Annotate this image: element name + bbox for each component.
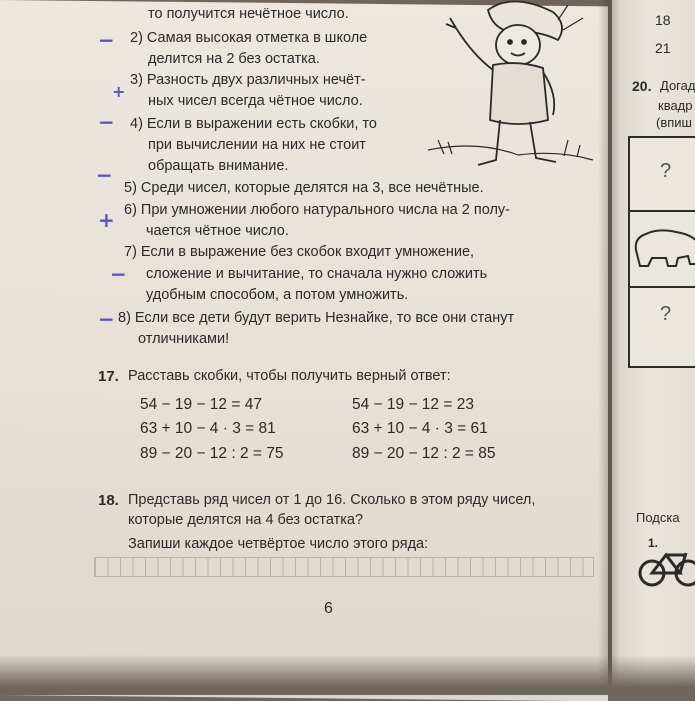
statement-7-line-1: 7) Если в выражение без скобок входит умножение,	[124, 244, 475, 260]
question-mark-1: ?	[660, 160, 672, 182]
statement-8-line-2: отличниками!	[138, 331, 230, 347]
task-20-line-3: (впиш	[656, 115, 692, 130]
task-17-left-eq-3: 89 − 20 − 12 : 2 = 75	[140, 445, 284, 462]
statement-4-line-3: обращать внимание.	[148, 158, 289, 174]
task-17-number: 17.	[98, 368, 119, 385]
statement-7-line-2: сложение и вычитание, то сначала нужно сложить	[146, 266, 488, 282]
mark-3: +	[112, 82, 126, 101]
book-gutter	[598, 0, 620, 695]
hint-label: Подска	[636, 510, 680, 525]
mark-6: +	[98, 208, 115, 232]
statement-6-line-2: чается чётное число.	[146, 223, 289, 239]
task-20-number: 20.	[632, 78, 652, 94]
task-18-line-3: Запиши каждое четвёртое число этого ряда:	[128, 536, 429, 552]
task-17-left-eq-2: 63 + 10 − 4 · 3 = 81	[140, 420, 276, 437]
boy-illustration	[418, 0, 598, 175]
task-17-right-eq-2: 63 + 10 − 4 · 3 = 61	[352, 420, 488, 437]
mark-8: −	[98, 307, 115, 331]
right-number-21: 21	[655, 40, 671, 56]
answer-grid[interactable]	[94, 557, 594, 577]
statement-7-line-3: удобным способом, а потом умножить.	[146, 287, 409, 303]
task-18-line-2: которые делятся на 4 без остатка?	[128, 512, 364, 528]
statement-3-line-2: ных чисел всегда чётное число.	[148, 93, 363, 109]
statement-8-line-1: 8) Если все дети будут верить Незнайке, то все они станут	[118, 310, 515, 326]
page-number: 6	[324, 600, 333, 617]
right-number-18: 18	[655, 12, 671, 28]
statement-2-line-2: делится на 2 без остатка.	[148, 51, 320, 67]
statement-3-line-1: 3) Разность двух различных нечёт-	[130, 72, 366, 88]
table-surface	[0, 655, 695, 695]
statement-6-line-1: 6) При умножении любого натурального числа на 2 полу-	[124, 202, 510, 218]
task-17-prompt: Расставь скобки, чтобы получить верный ответ:	[128, 368, 451, 384]
statement-4-line-2: при вычислении на них не стоит	[148, 137, 366, 153]
task-20-line-1: Догад	[660, 78, 695, 93]
question-mark-2: ?	[660, 303, 672, 325]
task-17-right-eq-1: 54 − 19 − 12 = 23	[352, 396, 474, 413]
statement-2-line-1: 2) Самая высокая отметка в школе	[130, 30, 368, 46]
statement-1-continuation: то получится нечётное число.	[148, 6, 349, 22]
bike-number: 1.	[648, 536, 659, 550]
mark-2: −	[98, 28, 115, 52]
task-17-left-eq-1: 54 − 19 − 12 = 47	[140, 396, 262, 413]
task-20-line-2: квадр	[658, 98, 693, 113]
task-17-right-eq-3: 89 − 20 − 12 : 2 = 85	[352, 445, 496, 462]
mark-5: −	[96, 163, 113, 187]
statement-5-line-1: 5) Среди чисел, которые делятся на 3, все нечётные.	[124, 180, 484, 196]
statement-4-line-1: 4) Если в выражении есть скобки, то	[130, 116, 377, 132]
mark-7: −	[110, 262, 127, 286]
bear-icon	[632, 220, 695, 274]
task-18-number: 18.	[98, 492, 119, 509]
task-18-line-1: Представь ряд чисел от 1 до 16. Сколько в этом ряду чисел,	[128, 492, 536, 508]
mark-4: −	[98, 110, 115, 134]
bicycle-icon	[636, 545, 695, 590]
